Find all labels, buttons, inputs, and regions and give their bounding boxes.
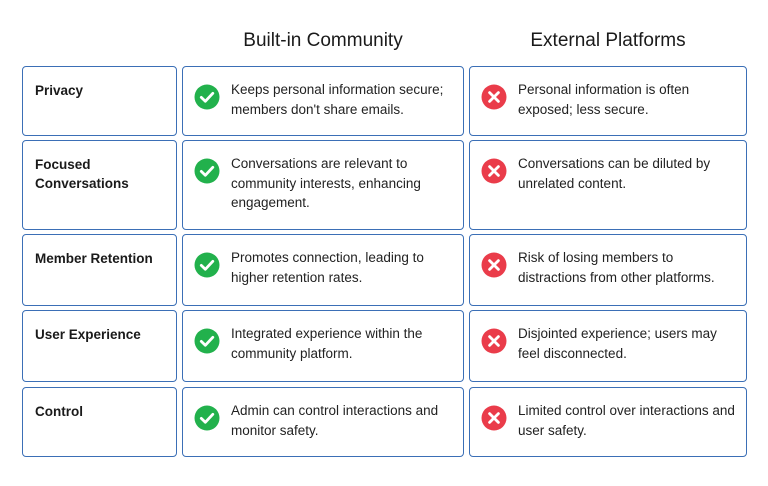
builtin-description: Keeps personal information secure; members don't share emails. (231, 82, 444, 117)
external-description: Limited control over interactions and user safety. (518, 403, 735, 438)
check-circle-icon (194, 84, 220, 110)
builtin-cell (182, 66, 464, 136)
row-label-cell (22, 234, 177, 306)
builtin-description: Conversations are relevant to community interests, enhancing engagement. (231, 156, 421, 210)
row-label: Privacy (35, 83, 84, 98)
row-label-cell (22, 310, 177, 382)
external-cell (469, 310, 747, 382)
row-label: User Experience (35, 327, 141, 342)
row-label: Member Retention (35, 251, 153, 266)
check-circle-icon (194, 252, 220, 278)
external-description: Conversations can be diluted by unrelated content. (518, 156, 711, 191)
external-cell (469, 140, 747, 230)
check-circle-icon (194, 328, 220, 354)
row-label-cell (22, 66, 177, 136)
external-description: Personal information is often exposed; less secure. (518, 82, 690, 117)
external-cell (469, 66, 747, 136)
check-circle-icon (194, 158, 220, 184)
x-circle-icon (481, 405, 507, 431)
builtin-cell (182, 234, 464, 306)
row-label: Focused Conversations (35, 157, 129, 191)
row-label: Control (35, 404, 83, 419)
builtin-description: Promotes connection, leading to higher retention rates. (231, 250, 424, 285)
row-label-cell (22, 387, 177, 457)
x-circle-icon (481, 328, 507, 354)
builtin-description: Integrated experience within the community platform. (231, 326, 423, 361)
x-circle-icon (481, 252, 507, 278)
column-header-external: External Platforms (530, 30, 686, 51)
x-circle-icon (481, 158, 507, 184)
column-header-builtin: Built-in Community (243, 30, 403, 51)
x-circle-icon (481, 84, 507, 110)
external-cell (469, 387, 747, 457)
builtin-cell (182, 140, 464, 230)
external-description: Risk of losing members to distractions from other platforms. (518, 250, 715, 285)
row-label-cell (22, 140, 177, 230)
builtin-cell (182, 387, 464, 457)
check-circle-icon (194, 405, 220, 431)
external-cell (469, 234, 747, 306)
builtin-cell (182, 310, 464, 382)
builtin-description: Admin can control interactions and monitor safety. (231, 403, 439, 438)
external-description: Disjointed experience; users may feel disconnected. (518, 326, 717, 361)
